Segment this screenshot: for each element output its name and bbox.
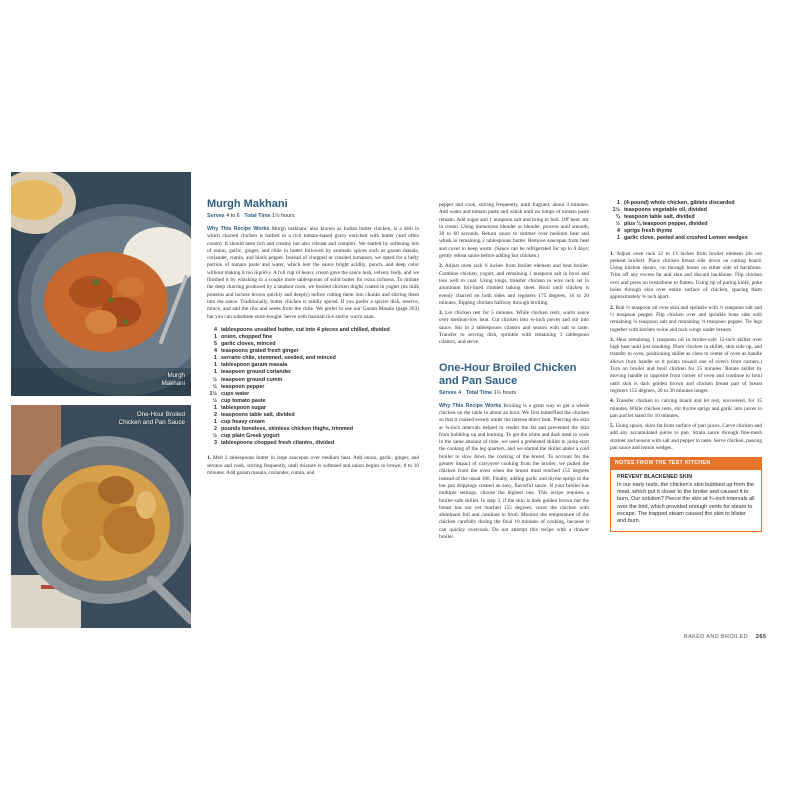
step-text: Using spoon, skim fat from surface of pan juices. Carve chicken and add any accumulated juices to pan. Strain sauce through fine-mesh strainer and season with salt and pepper to taste. Serve chicken, passing pan sauce and lemon wedges. xyxy=(610,423,762,451)
recipe-column-1 xyxy=(207,198,419,480)
why-text: Murgh makhani, also known as Indian butter chicken, is a dish in which charred chicken is bathed in a rich tomato-based gravy enriched with butter (and often cream). It should taste rich and creamy but also vibrant and complex. We started by softening lots of onion, garlic, ginger, and chile in butter followed by aromatic spices such as garam masala, coriander, cumin, and black pepper. Instead of chopped or crushed tomatoes, we opted for a hefty portion of tomato paste and water, which lent the sauce bright acidity, punch, and deep color without making it too liquid-y. A full cup of heavy cream gave the sauce lush, velvety body, and we finished it by whisking in a couple more tablespoons of solid butter for extra richness. To imitate the deep charring produced by a tandoor oven, we broiled chicken thighs coated in yogurt (its milk proteins and lactose brown quickly and deeply) before cutting them into chunks and stirring them into the sauce. Traditionally, butter chicken is mildly spiced. If you prefer a spicier dish, reserve, mince, and add the ribs and seeds from the chile. We prefer to use our Garam Masala (page 263) but you can substitute store-bought. Serve with basmati rice and/or warm naan. xyxy=(207,226,419,320)
photo-caption: One-Hour Broiled Chicken and Pan Sauce xyxy=(118,411,185,426)
murgh-makhani-image xyxy=(11,172,191,396)
ingredient-qty: 5 xyxy=(214,341,217,348)
time-value: 1¼ hours xyxy=(493,389,517,396)
ingredient-item xyxy=(207,426,419,433)
ingredient-item xyxy=(610,214,762,221)
ingredient-qty: 1 xyxy=(214,333,217,340)
page-footer xyxy=(684,634,766,640)
ingredient-qty: 1 xyxy=(214,362,217,369)
serves-value: 4 xyxy=(458,389,462,396)
ingredient-item xyxy=(207,391,419,398)
test-kitchen-header: NOTES FROM THE TEST KITCHEN xyxy=(611,458,761,469)
ingredient-text: garlic clove, peeled and crushed Lemon wedges xyxy=(624,235,748,242)
ingredient-list xyxy=(207,327,419,448)
ingredient-qty: 3 xyxy=(214,440,217,447)
ingredient-item xyxy=(207,341,419,348)
murgh-makhani-photo xyxy=(11,172,191,396)
ingredient-item xyxy=(207,327,419,334)
step-continued: pepper and cook, stirring frequently, until fragrant, about 3 minutes. Add water and tomato paste and whisk until no lumps of tomato paste remain. Add sugar and 1 teaspoon salt and bring to boil. Off heat, stir in cream. Using immersion blender or blender, process until smooth, 30 to 60 seconds. Return sauce to simmer over medium heat and whisk in remaining 2 tablespoons butter. Remove saucepan from heat and cover to keep warm. (Sauce can be refrigerated for up to 4 days; gently reheat sauce before adding hot chicken.) xyxy=(439,202,589,260)
step-text: Adjust oven rack 6 inches from broiler element and heat broiler. Combine chicken, yogurt, and remaining 1 teaspoon salt in bowl and toss well to coat. Using tongs, transfer chicken to wire rack set in aluminum foil-lined rimmed baking sheet. Broil until chicken is evenly charred on both sides and registers 175 degrees, 16 to 20 minutes, flipping chicken halfway through broiling. xyxy=(439,263,589,306)
ingredient-text: teaspoons table salt, divided xyxy=(221,411,295,418)
ingredient-qty: 4 xyxy=(214,326,217,333)
ingredient-item xyxy=(207,412,419,419)
ingredient-qty: ½ xyxy=(212,376,217,383)
ingredient-item xyxy=(610,200,762,207)
ingredient-text: serrano chile, stemmed, seeded, and minced xyxy=(221,355,336,362)
step-text: Melt 2 tablespoons butter in large saucepan over medium heat. Add onion, garlic, ginger, and serrano and cook, stirring frequently, until mixture is softened and onion begins to brown, 8 to 10 minutes. Add garam masala, coriander, cumin, and xyxy=(207,455,420,477)
why-label: Why This Recipe Works xyxy=(439,402,502,409)
step-text: Rub ½ teaspoon oil over skin and sprinkle with ½ teaspoon salt and ½ teaspoon pepper. Flip chicken over and sprinkle bone side with remaining ¼ teaspoon salt and remaining ⅛ teaspoon pepper. Tie legs together with kitchen twine and tuck wings under breasts. xyxy=(610,304,762,333)
ingredient-text: cup tomato paste xyxy=(221,397,266,404)
ingredient-text: onion, chopped fine xyxy=(221,333,273,340)
ingredient-text: (4-pound) whole chicken, giblets discarded xyxy=(624,200,735,206)
ingredient-item xyxy=(207,384,419,391)
serves-label: Serves xyxy=(207,213,225,219)
ingredient-text: sprigs fresh thyme xyxy=(624,228,673,235)
why-text: Broiling is a great way to get a whole chicken on the table in about an hour. We first butterflied the chicken so that it cooked evenly under the intense direct heat. Piercing the skin at ¾-inch intervals helped to render the fat and prevented the skin from bubbling up and burning. To get the white and dark meat to cook in the same amount of time, we used a preheated skillet to jump-start the cooking of the leg quarters, and we started the skillet under a cold broiler to slow down the cooking of the breast. To account for the greater impact of carryover cooking from the broiler, we pulled the chicken from the oven when the breast meat reached 155 degrees instead of the usual 160. Finally, adding garlic and thyme sprigs to the hot pan drippings created an easy, flavorful sauce. If your broiler has multiple settings, choose the highest one. This recipe requires a broiler-safe skillet. In step 3, if the skin is dark golden brown but the breast has not yet reached 155 degrees, cover the chicken with aluminum foil and continue to broil. Monitor the temperature of the chicken carefully during the final 10 minutes of cooking, because it can quickly overcook. Do not attempt this recipe with a drawer broiler. xyxy=(439,402,590,540)
ingredient-qty: 1 xyxy=(617,235,620,242)
ingredient-item xyxy=(207,362,419,369)
step-number: 5. xyxy=(610,423,614,430)
time-value: 1½ hours xyxy=(272,213,295,219)
ingredient-qty: 4 xyxy=(214,348,217,355)
recipe-meta xyxy=(439,390,589,397)
ingredient-item xyxy=(610,221,762,228)
step-number: 3. xyxy=(439,310,443,317)
broiled-chicken-image xyxy=(11,405,191,628)
ingredient-text: cups water xyxy=(221,390,250,397)
serves-value: 4 to 6 xyxy=(226,213,240,219)
step-number: 4. xyxy=(610,398,614,405)
recipe-meta xyxy=(207,213,419,220)
step xyxy=(610,305,762,334)
step xyxy=(610,337,762,395)
step xyxy=(439,310,589,346)
ingredient-text: teaspoon ground cumin xyxy=(221,376,283,383)
broiled-chicken-photo xyxy=(11,405,191,628)
ingredient-text: tablespoons unsalted butter, cut into 4 pieces and chilled, divided xyxy=(221,326,390,333)
recipe-column-2 xyxy=(439,202,589,544)
ingredient-qty: 1 xyxy=(617,200,620,206)
ingredient-text: garlic cloves, minced xyxy=(221,341,276,348)
recipe-title: Murgh Makhani xyxy=(207,198,288,210)
why-label: Why This Recipe Works xyxy=(207,226,270,232)
step xyxy=(610,423,762,452)
ingredient-text: tablespoon garam masala xyxy=(221,362,288,369)
ingredient-item xyxy=(207,433,419,440)
step xyxy=(207,455,419,477)
page-number: 265 xyxy=(755,634,767,640)
ingredient-qty: 1 xyxy=(214,369,217,376)
step-number: 2. xyxy=(610,304,614,311)
ingredient-qty: 2 xyxy=(214,426,217,433)
step xyxy=(439,263,589,307)
ingredient-item xyxy=(207,398,419,405)
ingredient-text: plus ⅛ teaspoon pepper, divided xyxy=(624,221,708,228)
ingredient-text: tablespoon sugar xyxy=(221,404,266,411)
ingredient-qty: ½ xyxy=(212,397,217,404)
ingredient-item xyxy=(610,235,762,242)
why-paragraph xyxy=(439,403,589,542)
step-text: Let chicken rest for 5 minutes. While chicken rests, warm sauce over medium-low heat. Cut chicken into ¾-inch pieces and stir into sauce. Stir in 2 tablespoons cilantro and season with salt to taste. Transfer to serving dish, sprinkle with remaining 1 tablespoon cilantro, and serve. xyxy=(439,310,590,346)
ingredient-text: cup heavy cream xyxy=(221,419,265,426)
ingredient-qty: ¾ xyxy=(615,214,620,221)
step-number: 1. xyxy=(610,250,614,257)
tip-title: PREVENT BLACKENED SKIN xyxy=(617,473,693,480)
step-text: Adjust oven rack 12 to 13 inches from broiler element (do not preheat broiler). Place chicken breast side down on cutting board. Using kitchen shears, cut through bones on either side of backbone. Trim off any excess fat and skin and discard backbone. Flip chicken over and press on breastbone to flatten. Using tip of paring knife, poke holes through skin over entire surface of chicken, spacing them approximately ¾ inch apart. xyxy=(610,250,762,301)
why-paragraph xyxy=(207,226,419,321)
ingredient-item xyxy=(207,348,419,355)
ingredient-qty: 1 xyxy=(214,419,217,426)
ingredient-qty: ½ xyxy=(212,383,217,390)
time-label: Total Time xyxy=(244,213,271,219)
ingredient-text: teaspoon table salt, divided xyxy=(624,214,695,221)
ingredient-text: tablespoons chopped fresh cilantro, divided xyxy=(221,440,335,447)
ingredient-text: teaspoons vegetable oil, divided xyxy=(624,207,707,214)
ingredient-item xyxy=(207,355,419,362)
ingredient-item xyxy=(207,369,419,376)
ingredient-item xyxy=(207,440,419,447)
ingredient-qty: 4 xyxy=(617,228,620,235)
ingredient-item xyxy=(207,334,419,341)
recipe-title: One-Hour Broiled Chicken and Pan Sauce xyxy=(439,361,577,387)
test-kitchen-body xyxy=(611,470,761,531)
step-number: 2. xyxy=(439,263,443,270)
step xyxy=(610,398,762,420)
ingredient-qty: 1 xyxy=(214,404,217,411)
step-text: Transfer chicken to carving board and let rest, uncovered, for 15 minutes. While chicken rests, stir thyme sprigs and garlic into juices in pan and let stand for 10 minutes. xyxy=(610,398,762,419)
ingredient-text: teaspoons grated fresh ginger xyxy=(221,348,299,355)
ingredient-text: pounds boneless, skinless chicken thighs, trimmed xyxy=(221,426,354,433)
ingredient-item xyxy=(610,207,762,214)
ingredient-qty: ½ xyxy=(615,221,620,228)
step-list xyxy=(610,251,762,453)
section-name: BAKED AND BROILED xyxy=(684,634,748,640)
ingredient-qty: ½ xyxy=(212,433,217,440)
ingredient-text: teaspoon ground coriander xyxy=(221,369,292,376)
ingredient-qty: 1½ xyxy=(612,207,620,214)
ingredient-list xyxy=(610,200,762,243)
ingredient-text: cup plain Greek yogurt xyxy=(221,433,280,440)
ingredient-item xyxy=(207,405,419,412)
step-number: 1. xyxy=(207,455,211,462)
ingredient-item xyxy=(207,419,419,426)
ingredient-qty: 2 xyxy=(214,411,217,418)
ingredient-qty: 1 xyxy=(214,355,217,362)
ingredient-qty: 1½ xyxy=(209,390,217,397)
photo-caption: Murgh Makhani xyxy=(161,372,185,387)
ingredient-item xyxy=(207,377,419,384)
step-number: 3. xyxy=(610,336,614,343)
serves-label: Serves xyxy=(439,389,457,396)
time-label: Total Time xyxy=(465,389,493,396)
recipe-column-3 xyxy=(610,200,762,532)
tip-body: In our early tests, the chicken's skin bubbled up from the meat, which put it closer to the broiler and caused it to burn. Our solution? Pierce the skin at ¾-inch intervals all over the bird, which provided enough vents for steam to escape. The trapped steam caused the skin to blister and burn. xyxy=(617,481,755,525)
ingredient-text: teaspoon pepper xyxy=(221,383,265,390)
test-kitchen-box xyxy=(610,457,762,531)
ingredient-item xyxy=(610,228,762,235)
step xyxy=(610,251,762,302)
step-text: Heat remaining 1 teaspoon oil in broiler-safe 12-inch skillet over high heat until just smoking. Place chicken in skillet, skin side up, and transfer to oven, positioning skillet as close to center of oven as handle allows (turn handle so it points toward one of oven's front corners.) Turn on broiler and broil chicken for 25 minutes. Rotate skillet by moving handle to opposite front corner of oven and continue to broil until skin is dark golden brown and chicken breast part of breast registers 155 degrees, 20 to 30 minutes longer. xyxy=(610,336,762,394)
